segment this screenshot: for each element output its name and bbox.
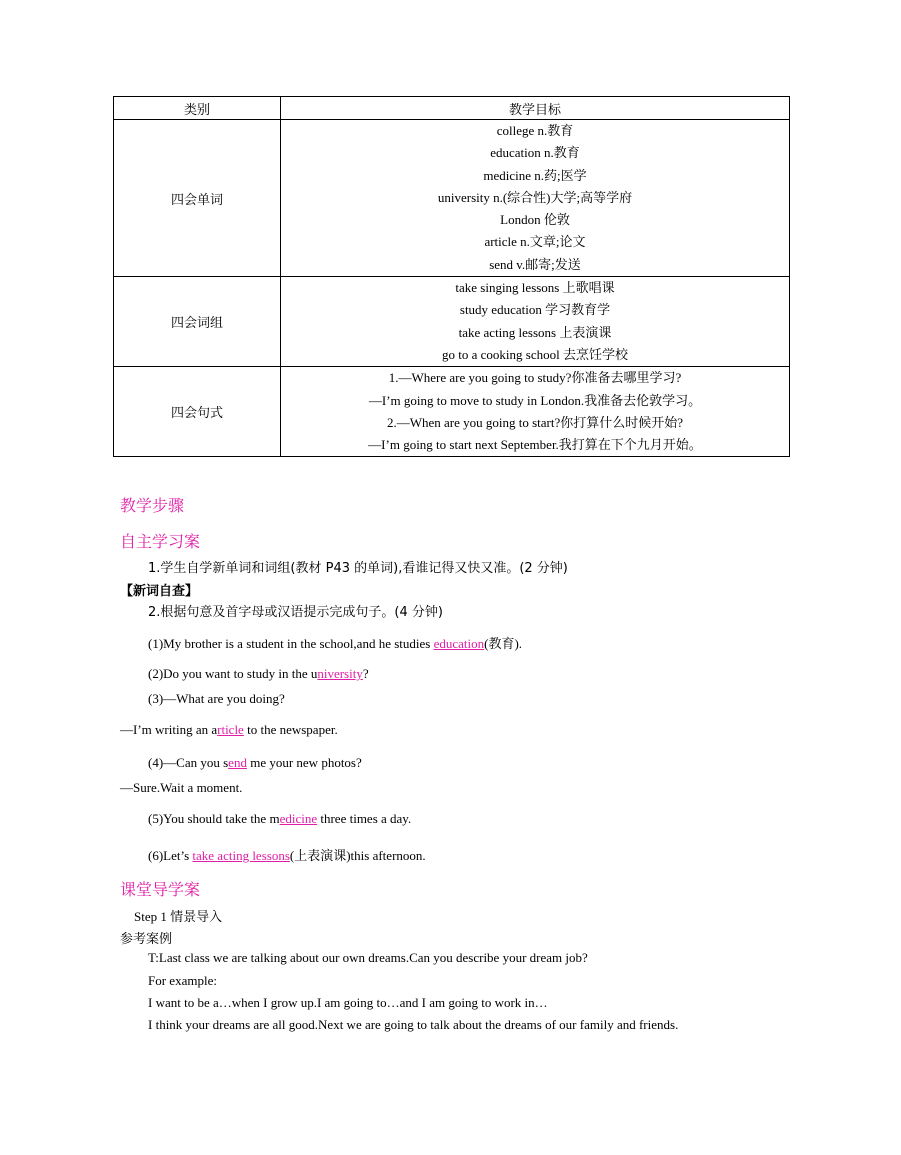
q4-text-end: me your new photos?	[246, 755, 362, 770]
table-header-row	[114, 97, 790, 120]
dialogue-line: For example:	[148, 973, 217, 988]
phrase-item: take singing lessons 上歌唱课	[455, 280, 615, 296]
row-items	[281, 277, 790, 367]
q3-text-end: to the newspaper.	[243, 722, 338, 737]
q3-text: —I’m writing an a	[120, 722, 218, 737]
q5-answer: edicine	[279, 811, 318, 826]
phrase-item: take acting lessons 上表演课	[458, 324, 612, 340]
heading-teaching-steps: 教学步骤	[120, 496, 185, 515]
table-row	[114, 277, 790, 367]
phrase-item: study education 学习教育学	[459, 302, 611, 318]
dialogue-line: I want to be a…when I grow up.I am going to…and I am going to work in…	[148, 995, 548, 1010]
exercise-q2	[148, 666, 369, 682]
q1-text-end: (教育).	[484, 636, 523, 651]
sentence-item: 2.—When are you going to start?你打算什么时候开始?	[386, 414, 684, 430]
word-item: medicine n.药;医学	[483, 167, 587, 183]
exercise-q5	[148, 811, 411, 827]
exercise-q4-question	[148, 755, 362, 771]
step-1-label: Step 1 情景导入	[134, 909, 223, 924]
q6-text: (6)Let’s	[148, 848, 193, 863]
q2-text: (2)Do you want to study in the u	[148, 666, 318, 681]
q5-text-end: three times a day.	[317, 811, 412, 826]
q6-answer: take acting lessons	[192, 848, 290, 863]
row-category: 四会句式	[114, 367, 281, 457]
row-category: 四会词组	[114, 277, 281, 367]
reference-case-label: 参考案例	[120, 932, 173, 947]
exercise-q3-answer-line	[120, 722, 338, 738]
row-category: 四会单词	[114, 120, 281, 277]
q1-text: (1)My brother is a student in the school,and he studies	[148, 636, 434, 651]
table-row	[114, 120, 790, 277]
word-item: college n.教育	[496, 123, 574, 138]
row-items	[281, 367, 790, 457]
q3-answer: rticle	[217, 722, 244, 737]
word-item: education n.教育	[490, 145, 580, 161]
teaching-goals-table	[113, 96, 790, 457]
exercise-q1	[148, 633, 522, 652]
word-item: London 伦敦	[500, 212, 570, 228]
q4-text: (4)—Can you s	[148, 755, 229, 770]
header-category: 类别	[114, 97, 281, 120]
heading-self-study: 自主学习案	[120, 532, 201, 551]
header-goals: 教学目标	[281, 97, 790, 120]
sentence-item: —I’m going to start next September.我打算在下个九月开始。	[368, 437, 702, 453]
row-items	[281, 120, 790, 277]
dialogue-line: I think your dreams are all good.Next we are going to talk about the dreams of our family and friends.	[148, 1017, 679, 1032]
sentence-item: —I’m going to move to study in London.我准备去伦敦学习。	[368, 392, 702, 408]
q6-text-end: (上表演课)this afternoon.	[289, 848, 426, 863]
sentence-item: 1.—Where are you going to study?你准备去哪里学习?	[388, 370, 682, 386]
exercise-q3-question: (3)—What are you doing?	[148, 691, 285, 706]
q2-answer: niversity	[317, 666, 363, 681]
q1-answer: education	[433, 636, 485, 651]
dialogue-line: T:Last class we are talking about our own dreams.Can you describe your dream job?	[148, 950, 588, 965]
phrase-item: go to a cooking school 去烹饪学校	[442, 346, 628, 362]
q2-text-end: ?	[362, 666, 369, 681]
table-row	[114, 367, 790, 457]
instruction-2: 2.根据句意及首字母或汉语提示完成句子。(4 分钟)	[148, 605, 443, 620]
instruction-1: 1.学生自学新单词和词组(教材 P43 的单词),看谁记得又快又准。(2 分钟)	[148, 561, 568, 576]
word-item: university n.(综合性)大学;高等学府	[437, 189, 633, 205]
word-item: send v.邮寄;发送	[489, 256, 581, 272]
exercise-q6	[148, 845, 426, 864]
exercise-q4-answer-line: —Sure.Wait a moment.	[120, 780, 243, 795]
q5-text: (5)You should take the m	[148, 811, 280, 826]
word-item: article n.文章;论文	[484, 234, 586, 250]
heading-class-guide: 课堂导学案	[120, 880, 201, 899]
q4-answer: end	[228, 755, 247, 770]
new-word-check-label: 【新词自查】	[120, 584, 199, 599]
